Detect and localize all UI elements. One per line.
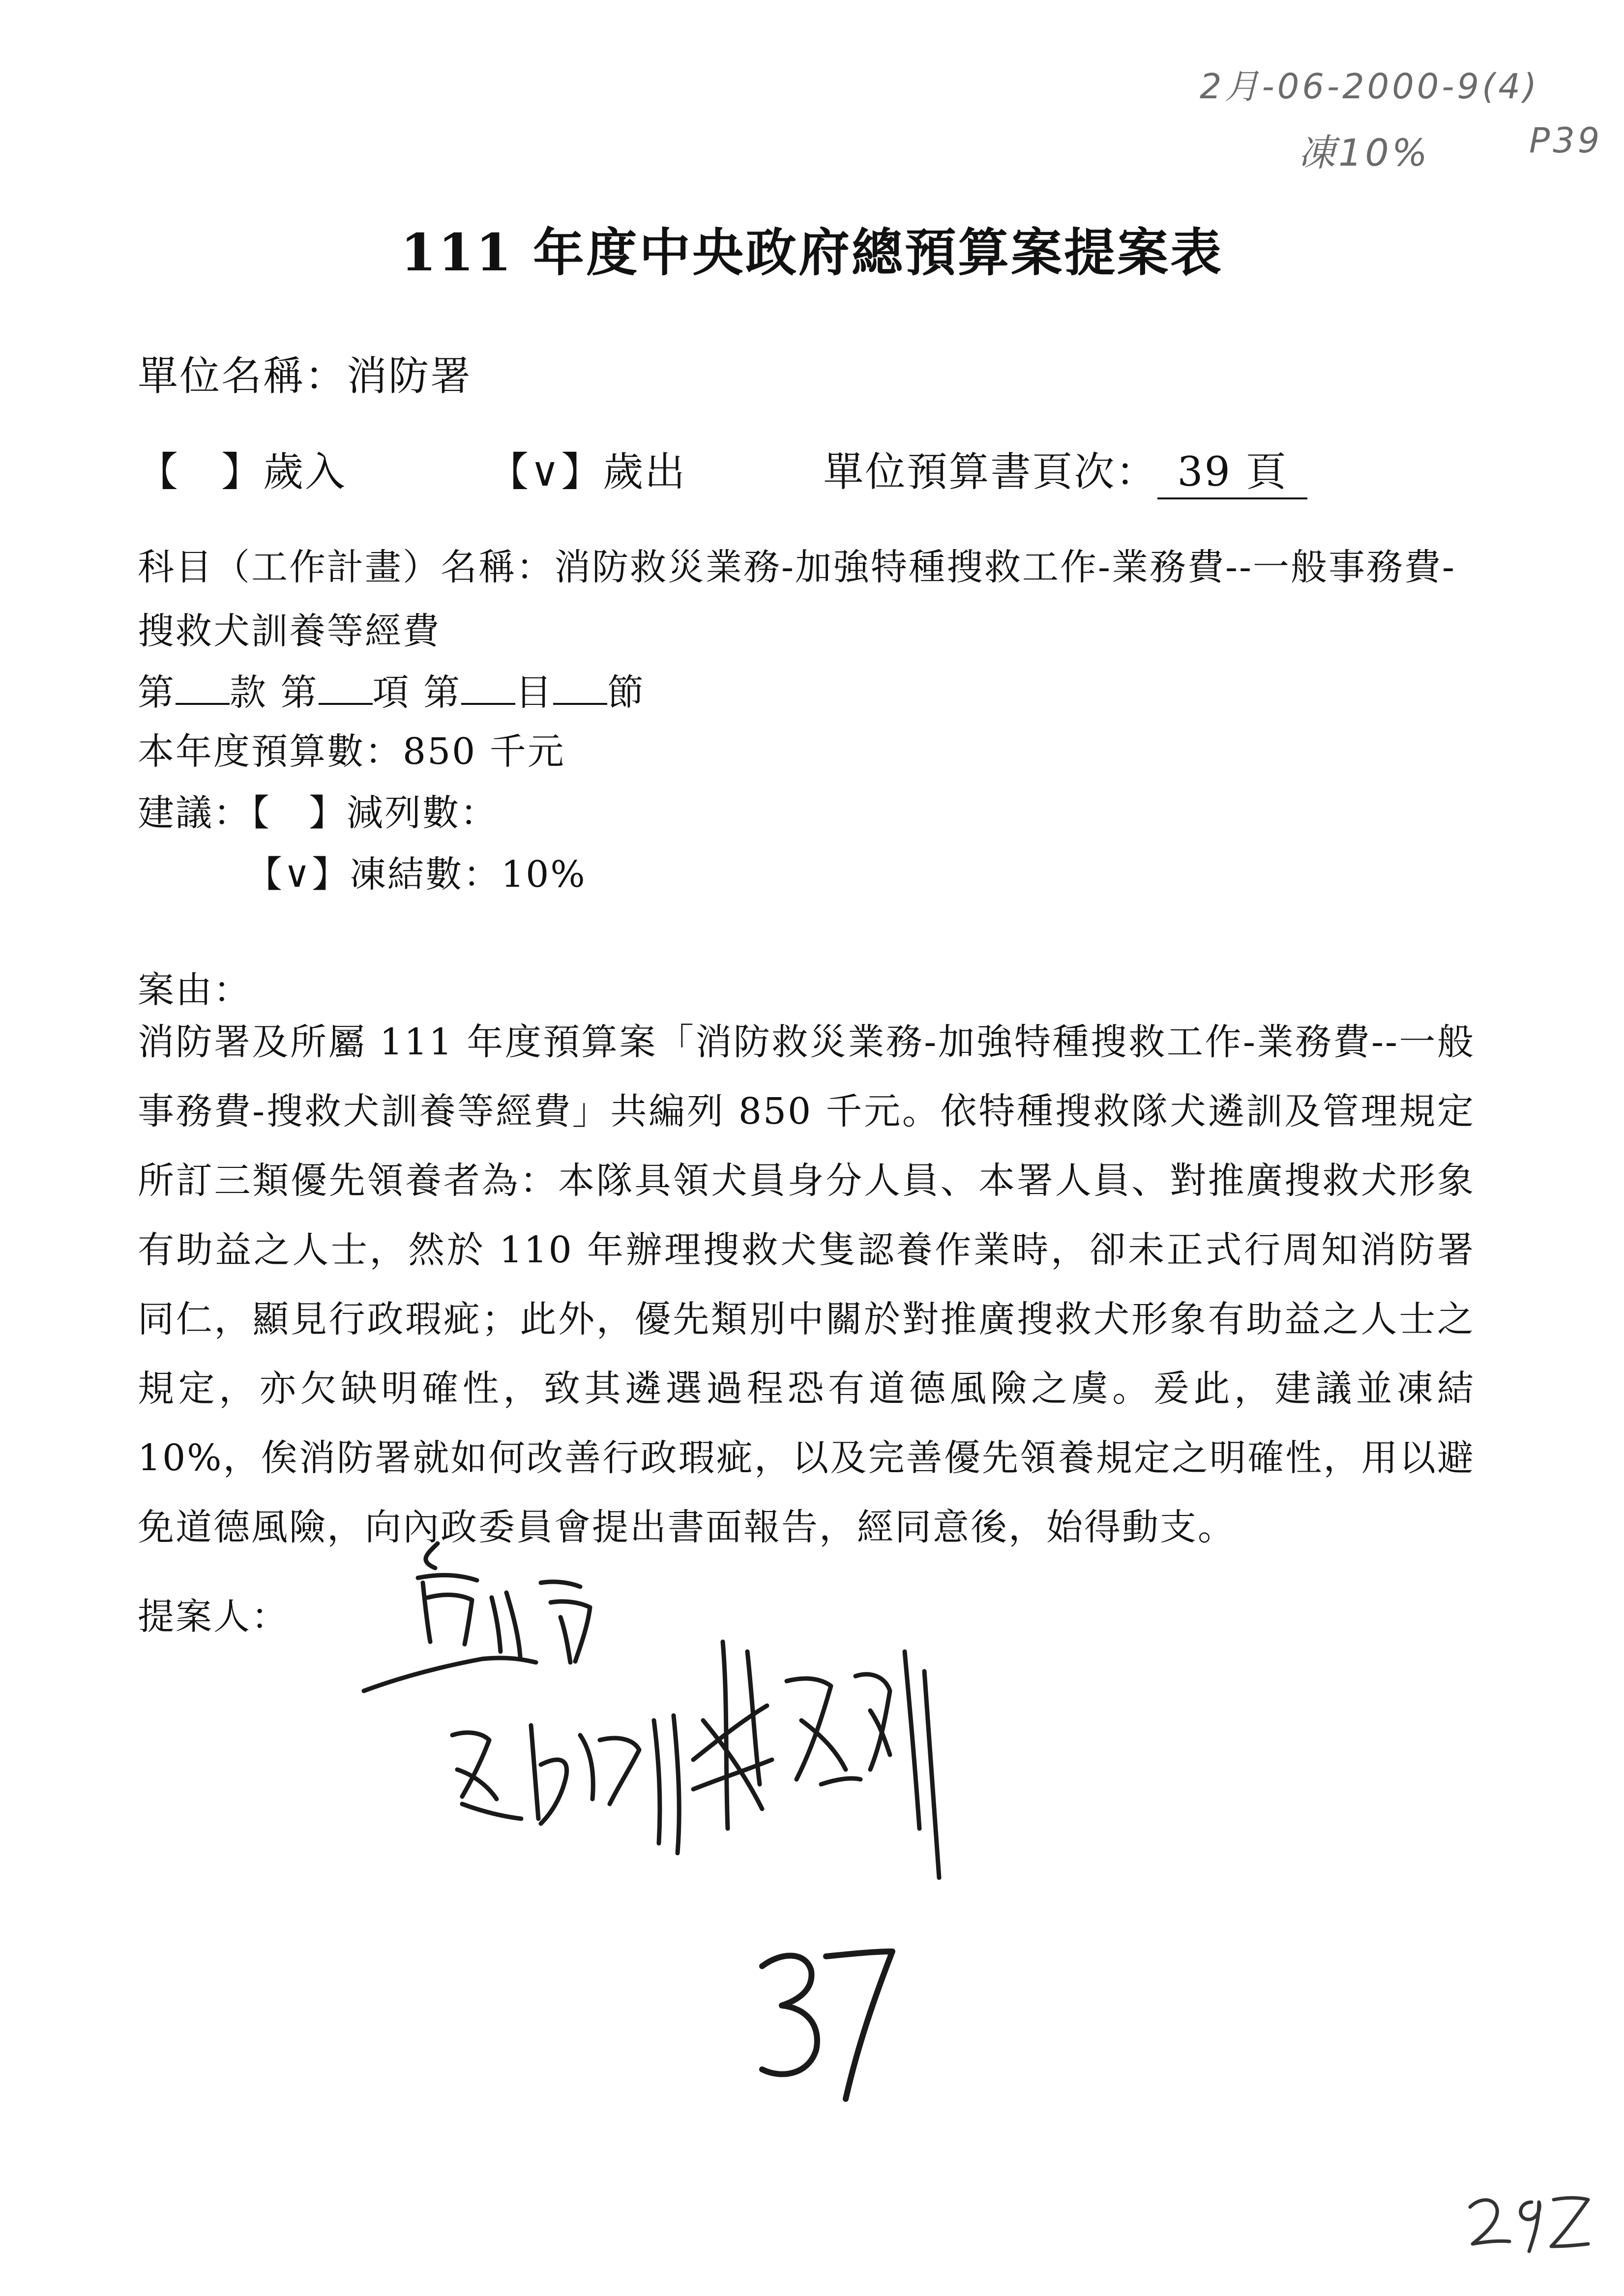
subject-label: 科目（工作計畫）名稱： — [138, 546, 554, 588]
freeze-value: 10% — [501, 853, 587, 896]
subject-value-line2: 搜救犬訓養等經費 — [138, 610, 441, 652]
section-mu: 目 — [515, 671, 554, 714]
signature-3 — [674, 1622, 949, 1917]
section-kuan: 款 — [230, 671, 267, 714]
handwritten-corner-number — [1465, 2182, 1593, 2256]
suggestion-row — [138, 784, 498, 836]
section-jie: 節 — [607, 671, 646, 714]
freeze-row — [246, 845, 587, 898]
section-di-1: 第 — [138, 671, 176, 714]
freeze-label: 凍結數： — [350, 853, 502, 896]
section-di-2: 第 — [280, 671, 319, 714]
reason-label-row — [138, 961, 251, 1013]
proposer-row — [138, 1588, 289, 1640]
page-title: 111 年度中央政府總預算案提案表 — [400, 222, 1224, 283]
reason-text: 消防署及所屬 111 年度預算案「消防救災業務-加強特種搜救工作-業務費--一般事務費-搜救犬訓養等經費」共編列 850 千元。依特種搜救隊犬遴訓及管理規定所訂三類優先領養者為：本隊具領犬員身分人員、本署人員、對推廣搜救犬形象有助益之人士，然於 110 年辦理搜救犬隻認養作業時，卻未正式行周知消防署同仁，顯見行政瑕疵；此外，優先類別中關於對推廣搜救犬形象有助益之人士之規定，亦欠缺明確性，致其遴選過程恐有道德風險之虞。爰此，建議並凍結 10%，俟消防署就如何改善行政瑕疵，以及完善優先領養規定之明確性，用以避免道德風險，向內政委員會提出書面報告，經同意後，始得動支。 — [138, 1021, 1475, 1548]
section-jie-blank — [553, 673, 607, 705]
reduce-checkbox: 【 】 — [251, 792, 347, 834]
budget-page-value: 39 頁 — [1157, 440, 1307, 499]
handwritten-page-number — [752, 1937, 900, 2104]
suggestion-label: 建議： — [138, 792, 251, 834]
unit-label: 單位名稱： — [138, 353, 347, 400]
proposer-label: 提案人： — [138, 1596, 289, 1638]
section-kuan-blank — [176, 673, 230, 705]
budget-row — [138, 723, 565, 775]
income-checkbox: 【 】 — [138, 449, 264, 495]
signature-2 — [443, 1706, 698, 1863]
expense-label: 歲出 — [603, 449, 687, 495]
handwritten-note-freeze: 凍10% — [1298, 131, 1430, 174]
unit-row — [138, 344, 472, 402]
income-label: 歲入 — [263, 449, 347, 495]
handwritten-note-page: P39 — [1529, 120, 1603, 161]
budget-label: 本年度預算數： — [138, 730, 403, 773]
freeze-checkbox: 【∨】 — [246, 853, 350, 896]
budget-value: 850 千元 — [403, 730, 565, 773]
section-mu-blank — [461, 673, 515, 705]
reason-label: 案由： — [138, 969, 251, 1011]
subject-row-continued — [138, 602, 441, 654]
expense-checkbox: 【∨】 — [488, 449, 603, 495]
category-row — [138, 440, 1307, 499]
handwritten-note-date: 2月-06-2000-9(4) — [1200, 66, 1540, 107]
section-xiang: 項 — [372, 671, 411, 714]
subject-row — [138, 538, 1456, 590]
unit-value: 消防署 — [347, 353, 472, 400]
subject-value-line1: 消防救災業務-加強特種搜救工作-業務費--一般事務費- — [554, 546, 1456, 588]
section-di-3: 第 — [423, 671, 462, 714]
reduce-label: 減列數： — [347, 792, 498, 834]
section-row — [138, 664, 645, 716]
budget-page-label: 單位預算書頁次： — [823, 449, 1158, 495]
section-xiang-blank — [319, 673, 373, 705]
